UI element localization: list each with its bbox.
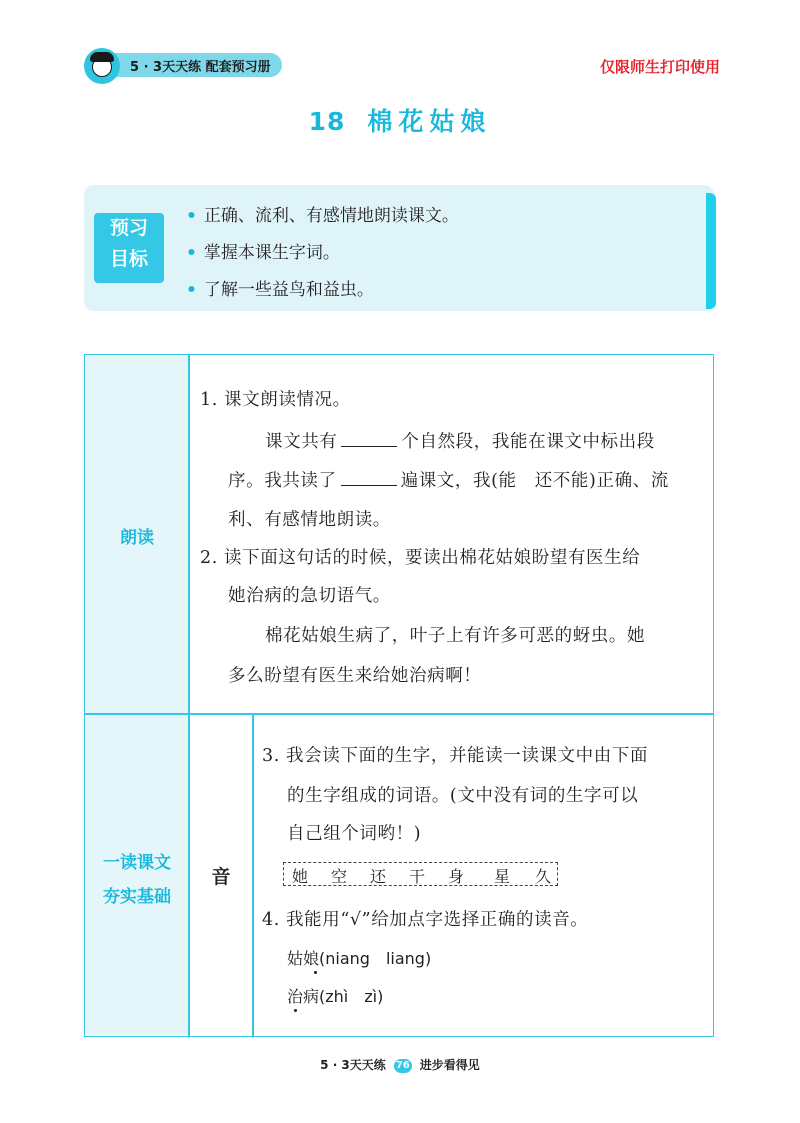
page-footer: [0, 1056, 800, 1073]
pinyin-choice-2: 治病(zhì zì): [287, 987, 384, 1006]
goals-accent-bar: [706, 193, 716, 309]
lesson-title: [0, 102, 800, 138]
q4-line: 4. 我能用“√”给加点字选择正确的读音。: [262, 910, 589, 930]
q1-title: 1. 课文朗读情况。: [200, 390, 351, 410]
goal-item: • 掌握本课生字词。: [186, 243, 340, 263]
q2-line2: 她治病的急切语气。: [228, 586, 391, 606]
pinyin-choice-1: 姑娘(niang liang): [287, 949, 432, 968]
table-divider: [252, 713, 254, 1037]
preview-goals-box: [84, 185, 714, 311]
answer-blank[interactable]: [341, 471, 397, 486]
goals-tag-line1: 预习: [109, 217, 148, 239]
table-divider: [188, 354, 190, 1037]
table-divider: [84, 713, 714, 715]
goals-tag: [94, 213, 164, 283]
q3-line2: 的生字组成的词语。(文中没有词的生字可以: [287, 786, 639, 806]
pinyin-options[interactable]: (zhì zì): [319, 987, 384, 1006]
series-pill: [104, 53, 282, 77]
new-character: 干: [409, 867, 426, 886]
q1-line3: 利、有感情地朗读。: [228, 510, 391, 530]
mascot-icon: [84, 48, 120, 84]
section-label-basics: 一读课文 夯实基础: [103, 853, 171, 907]
page-number: 76: [394, 1059, 412, 1073]
lesson-number: 18: [308, 107, 346, 136]
usage-note: 仅限师生打印使用: [599, 58, 720, 76]
q3-line3: 自己组个词哟！): [287, 824, 422, 844]
q1-line1: 课文共有 个自然段，我能在课文中标出段: [265, 432, 655, 452]
goals-tag-line2: 目标: [109, 248, 148, 270]
footer-left: 5 · 3天天练: [320, 1058, 386, 1072]
new-character: 身: [448, 867, 465, 886]
q2-quote-line2: 多么盼望有医生来给她治病啊！: [228, 666, 482, 686]
new-character: 星: [494, 867, 511, 886]
q3-line1: 3. 我会读下面的生字，并能读一读课文中由下面: [262, 746, 649, 766]
lesson-name: 棉花姑娘: [367, 107, 492, 136]
q2-quote-line1: 棉花姑娘生病了，叶子上有许多可恶的蚜虫。她: [265, 626, 646, 646]
emphasis-dot: [294, 1009, 297, 1012]
new-character: 她: [292, 867, 309, 886]
q2-line1: 2. 读下面这句话的时候，要读出棉花姑娘盼望有医生给: [200, 548, 641, 568]
emphasis-dot: [314, 971, 317, 974]
sub-label-sound: 音: [211, 866, 231, 888]
new-character: 久: [535, 867, 552, 886]
pinyin-options[interactable]: (niang liang): [319, 949, 432, 968]
goal-item: • 了解一些益鸟和益虫。: [186, 280, 374, 300]
series-label: 5 · 3天天练 配套预习册: [130, 60, 271, 75]
new-character: 还: [370, 867, 387, 886]
exercise-table: [84, 354, 714, 1037]
q1-line2: 序。我共读了 遍课文，我(能 还不能)正确、流: [228, 471, 669, 491]
footer-right: 进步看得见: [419, 1058, 480, 1072]
series-badge: [84, 48, 284, 82]
answer-blank[interactable]: [341, 432, 397, 447]
new-character: 空: [331, 867, 348, 886]
goal-item: • 正确、流利、有感情地朗读课文。: [186, 206, 459, 226]
section-label-reading: 朗读: [120, 528, 154, 548]
